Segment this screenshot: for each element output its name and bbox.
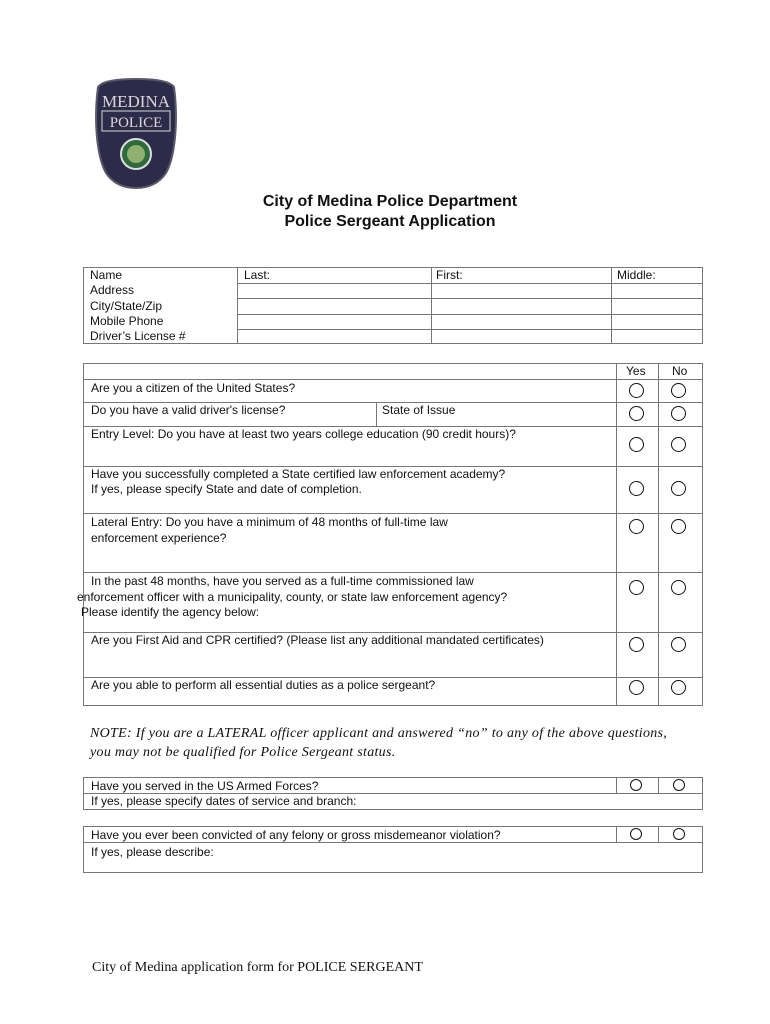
page-footer: City of Medina application form for POLICE SERGEANT: [92, 960, 423, 975]
question-academy-line1: Have you successfully completed a State certified law enforcement academy?: [91, 467, 506, 481]
label-mobile-phone: Mobile Phone: [90, 314, 164, 328]
college-yes-radio[interactable]: [629, 437, 644, 452]
applicant-info-table: [83, 267, 703, 344]
question-conviction: Have you ever been convicted of any felony or gross misdemeanor violation?: [91, 828, 501, 842]
commissioned-yes-radio[interactable]: [629, 580, 644, 595]
eligibility-questions-table: [77, 363, 703, 706]
commissioned-no-radio[interactable]: [671, 580, 686, 595]
question-commissioned-line1: In the past 48 months, have you served as a full-time commissioned law: [91, 574, 474, 588]
first-aid-no-radio[interactable]: [671, 637, 686, 652]
question-academy-line2: If yes, please specify State and date of completion.: [91, 482, 362, 496]
question-armed-forces: Have you served in the US Armed Forces?: [91, 779, 319, 793]
form-subtitle: Police Sergeant Application: [284, 213, 496, 230]
armed-forces-no-radio[interactable]: [673, 779, 685, 791]
question-drivers-license: Do you have a valid driver's license?: [91, 403, 286, 417]
lateral-yes-radio[interactable]: [629, 519, 644, 534]
label-city-state-zip: City/State/Zip: [90, 299, 163, 313]
note-line1: NOTE: If you are a LATERAL officer applicant and answered “no” to any of the above questions,: [90, 726, 668, 741]
note-line2: you may not be qualified for Police Sergeant status.: [90, 745, 396, 760]
conviction-no-radio[interactable]: [673, 828, 685, 840]
label-middle-name: Middle:: [617, 268, 656, 282]
question-essential-duties: Are you able to perform all essential duties as a police sergeant?: [91, 678, 436, 692]
question-lateral-line2: enforcement experience?: [91, 531, 227, 545]
citizen-yes-radio[interactable]: [629, 383, 644, 398]
no-column-header: No: [672, 364, 688, 378]
label-drivers-license: Driver’s License #: [90, 329, 186, 343]
yes-column-header: Yes: [626, 364, 646, 378]
lateral-note: [90, 724, 667, 762]
citizen-no-radio[interactable]: [671, 383, 686, 398]
label-address: Address: [90, 283, 135, 297]
armed-forces-details-prompt: If yes, please specify dates of service and branch:: [91, 794, 357, 808]
question-college-education: Entry Level: Do you have at least two years college education (90 credit hours)?: [91, 427, 516, 441]
first-aid-yes-radio[interactable]: [629, 637, 644, 652]
license-yes-radio[interactable]: [629, 406, 644, 421]
form-title: City of Medina Police Department: [262, 193, 518, 210]
police-badge-logo: [94, 77, 178, 189]
conviction-describe-prompt: If yes, please describe:: [91, 845, 214, 859]
label-name: Name: [90, 268, 123, 282]
label-last-name: Last:: [244, 268, 271, 282]
duties-no-radio[interactable]: [671, 680, 686, 695]
badge-line2: POLICE: [109, 115, 163, 131]
college-no-radio[interactable]: [671, 437, 686, 452]
license-no-radio[interactable]: [671, 406, 686, 421]
military-service-table: [83, 777, 703, 810]
question-commissioned-line3: Please identify the agency below:: [81, 605, 260, 619]
label-state-of-issue: State of Issue: [382, 403, 456, 417]
question-lateral-line1: Lateral Entry: Do you have a minimum of 48 months of full-time law: [91, 515, 448, 529]
duties-yes-radio[interactable]: [629, 680, 644, 695]
question-first-aid-cpr: Are you First Aid and CPR certified? (Please list any additional mandated certificates): [91, 633, 544, 647]
question-commissioned-line2: enforcement officer with a municipality, county, or state law enforcement agency?: [77, 590, 508, 604]
question-citizen: Are you a citizen of the United States?: [91, 381, 296, 395]
label-first-name: First:: [436, 268, 463, 282]
academy-no-radio[interactable]: [671, 481, 686, 496]
armed-forces-yes-radio[interactable]: [630, 779, 642, 791]
lateral-no-radio[interactable]: [671, 519, 686, 534]
conviction-table: [83, 826, 703, 873]
badge-line1: MEDINA: [102, 92, 170, 111]
academy-yes-radio[interactable]: [629, 481, 644, 496]
conviction-yes-radio[interactable]: [630, 828, 642, 840]
